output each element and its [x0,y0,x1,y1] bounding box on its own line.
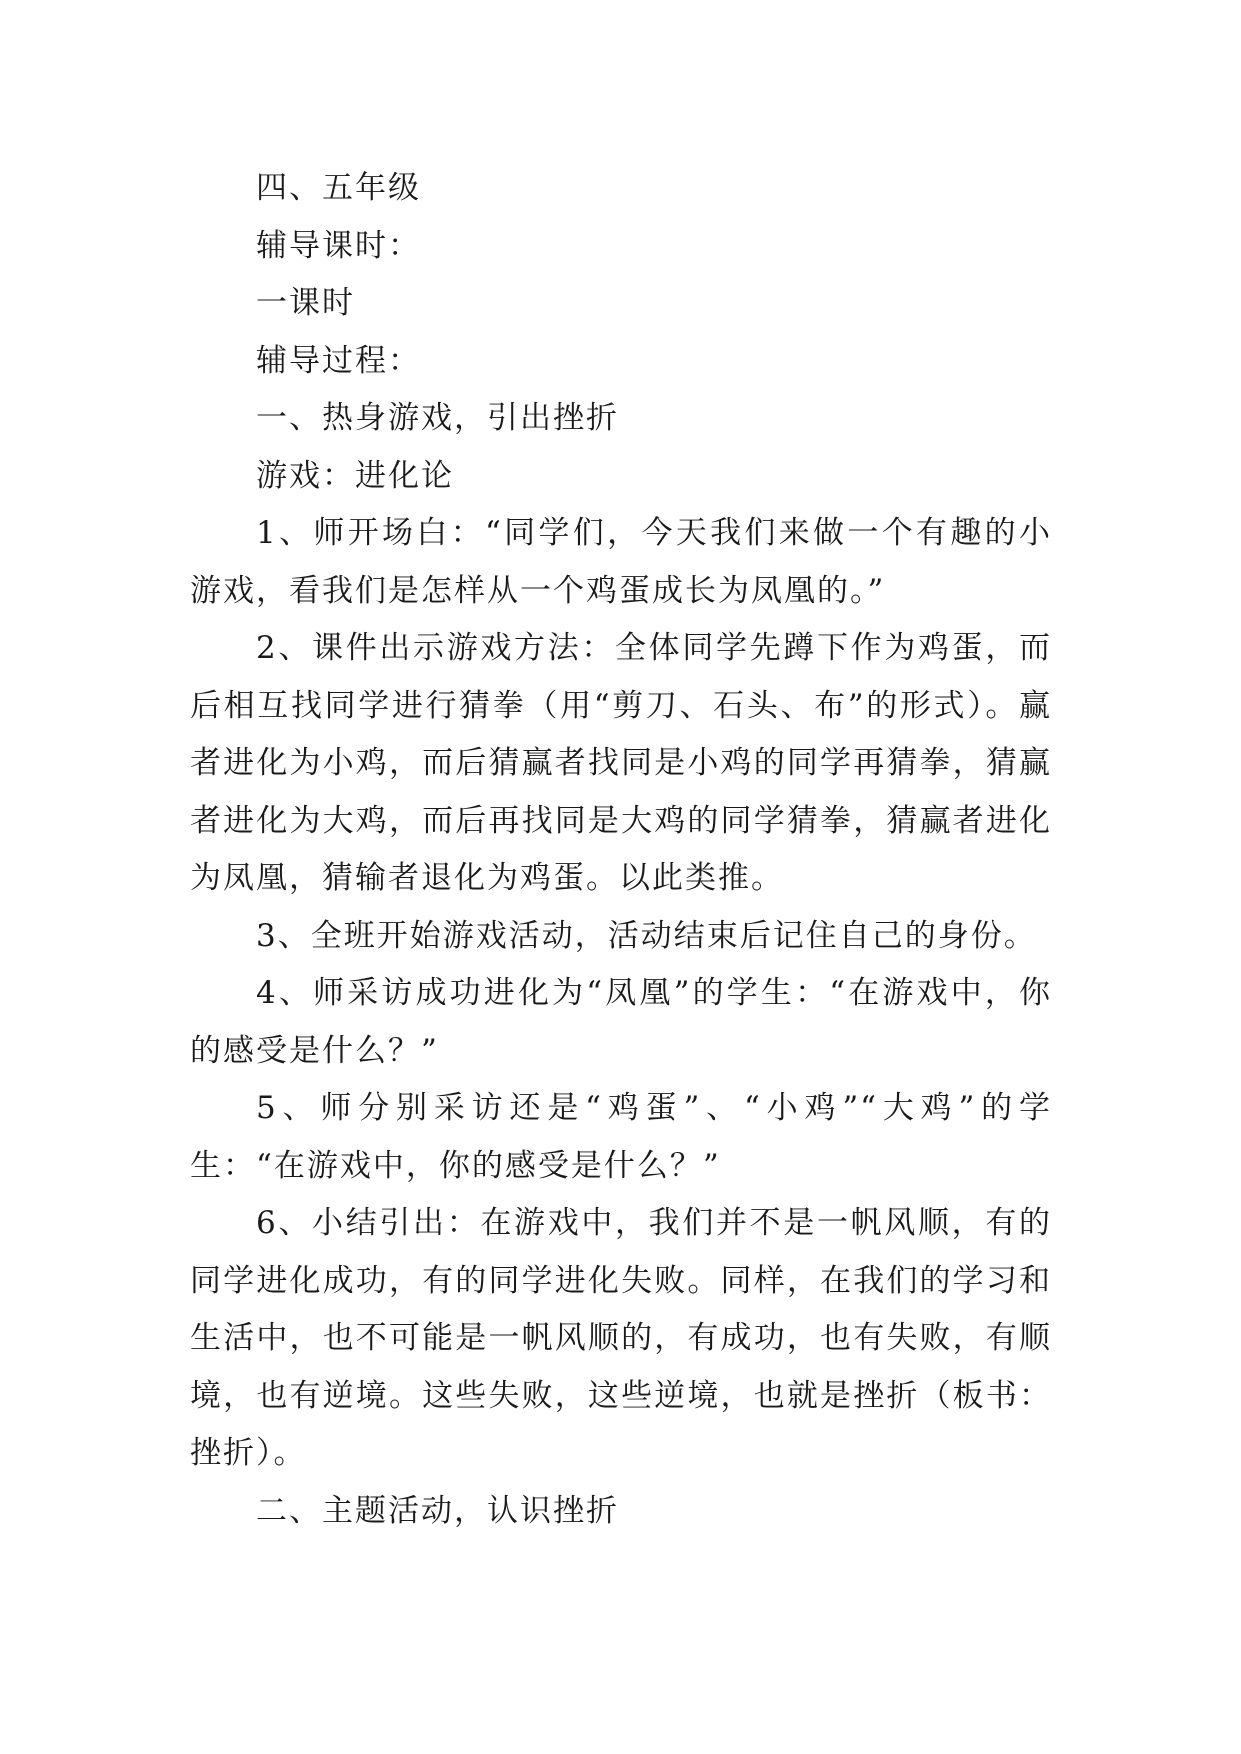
paragraph-lesson-hours-value: 一课时 [256,285,355,321]
paragraph-process-label: 辅导过程： [256,342,421,379]
paragraph-step-2: 2、课件出示游戏方法：全体同学先蹲下作为鸡蛋，而后相互找同学进行猜拳（用“剪刀、石头、布”的形式）。赢者进化为小鸡，而后猜赢者找同是小鸡的同学再猜拳，猜赢者进化为大鸡，而后再找同是大鸡的同学猜拳，猜赢者进化为凤凰，猜输者退化为鸡蛋。以此类推。 [190,630,1052,896]
section-heading-theme-activity: 二、主题活动，认识挫折 [256,1492,619,1529]
paragraph-lesson-hours-label: 辅导课时： [256,227,421,264]
section-heading-warmup: 一、热身游戏，引出挫折 [256,400,619,436]
paragraph-step-1: 1、师开场白：“同学们，今天我们来做一个有趣的小游戏，看我们是怎样从一个鸡蛋成长为凤凰的。” [190,515,1052,609]
paragraph-step-5: 5、师分别采访还是“鸡蛋”、“小鸡”“大鸡”的学生：“在游戏中，你的感受是什么？” [190,1090,1052,1184]
paragraph-game-name: 游戏：进化论 [256,457,454,494]
document-body [190,160,1052,1540]
paragraph-step-6: 6、小结引出：在游戏中，我们并不是一帆风顺，有的同学进化成功，有的同学进化失败。同样，在我们的学习和生活中，也不可能是一帆风顺的，有成功，也有失败，有顺境，也有逆境。这些失败，这些逆境，也就是挫折（板书：挫折）。 [190,1205,1052,1471]
paragraph-step-3: 3、全班开始游戏活动，活动结束后记住自己的身份。 [256,917,1037,954]
paragraph-grade: 四、五年级 [256,170,421,206]
paragraph-step-4: 4、师采访成功进化为“凤凰”的学生：“在游戏中，你的感受是什么？” [190,975,1052,1069]
